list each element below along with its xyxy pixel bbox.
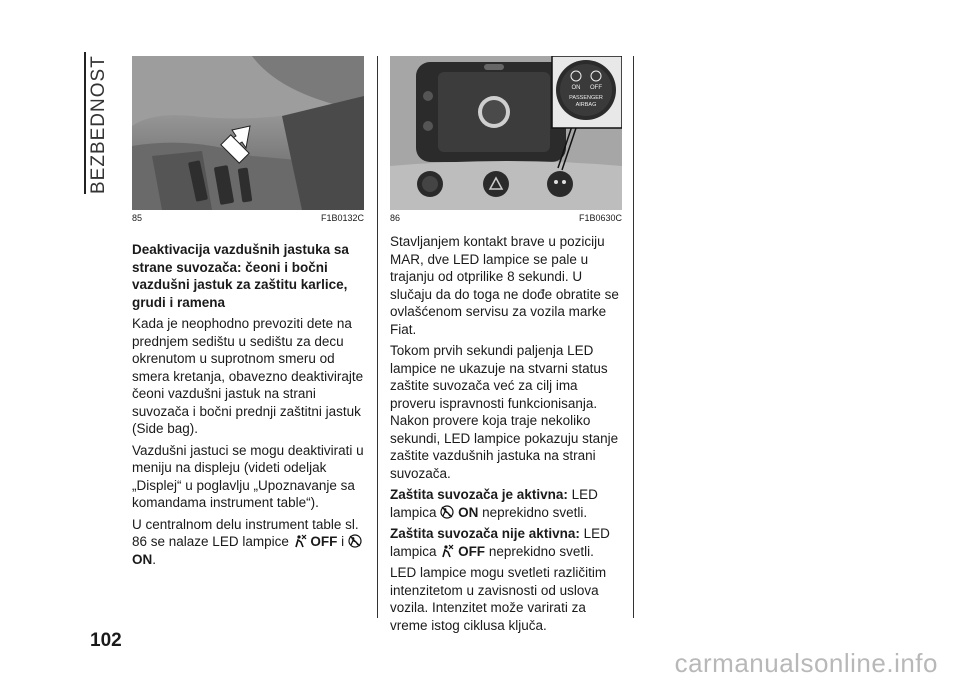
section-heading: Deaktivacija vazdušnih jastuka sa strane suvozača: čeoni i bočni vazdušni jastuk za zaštitu karlice, grudi i ramena <box>132 242 349 310</box>
on-label: ON <box>458 504 479 520</box>
airbag-off-icon <box>293 534 307 548</box>
column-divider <box>633 56 634 618</box>
watermark: carmanualsonline.info <box>674 648 938 678</box>
inset-passenger-label: PASSENGER <box>569 95 603 101</box>
inactive-title: Zaštita suvozača nije aktivna: <box>390 526 580 541</box>
figure-86-dashboard-photo <box>390 56 622 210</box>
section-tab-bar <box>84 52 86 194</box>
figure-85-caption <box>132 213 364 223</box>
dashboard-illustration <box>390 56 622 210</box>
paragraph: LED lampice mogu svetleti različitim intenzitetom u zavisnosti od uslova vozila. Intenzitet može varirati za vreme istog ciklusa ključa. <box>390 565 607 633</box>
active-title: Zaštita suvozača je aktivna: <box>390 487 568 502</box>
figure-number: 86 <box>390 213 401 223</box>
inset-off-label: OFF <box>590 85 602 91</box>
inset-airbag-label: AIRBAG <box>575 102 597 108</box>
on-label: ON <box>132 551 153 567</box>
left-column <box>132 56 364 568</box>
off-label: OFF <box>458 543 486 559</box>
paragraph: Tokom prvih sekundi paljenja LED lampice ne ukazuje na stvarni status zaštite suvozača već za cilj ima proveru ispravnosti funkcionisanja. Nakon provere koja traje nekoliko sekundi, LED lampice pokazuju stanje zaštite vazdušnih jastuka na strani suvozača. <box>390 343 619 481</box>
figure-number: 85 <box>132 213 143 223</box>
right-column <box>390 56 622 634</box>
paragraph-led-location: U centralnom delu instrument table sl. 86 se nalaze LED lampice OFF i ON. <box>132 516 364 569</box>
figure-code: F1B0630C <box>578 213 622 223</box>
paragraph-active: Zaštita suvozača je aktivna: LED lampica ON neprekidno svetli. <box>390 487 598 520</box>
section-tab <box>84 52 109 194</box>
airbag-on-icon <box>348 534 362 548</box>
paragraph: Stavljanjem kontakt brave u poziciju MAR, dve LED lampice se pale u trajanju od otprilike 8 sekundi. U slučaju da do toga ne dođe obratite se ovlašćenom servisu za vozila marke Fiat. <box>390 234 619 337</box>
airbag-on-icon <box>440 505 454 519</box>
inset-on-label: ON <box>571 85 581 91</box>
section-title: BEZBEDNOST <box>88 55 109 194</box>
paragraph-inactive: Zaštita suvozača nije aktivna: LED lampica OFF neprekidno svetli. <box>390 526 610 559</box>
figure-code: F1B0132C <box>320 213 364 223</box>
paragraph: Kada je neophodno prevoziti dete na prednjem sedištu u sedištu za decu okrenutom u suprotnom smeru od smera kretanja, obavezno deaktivirajte čeoni vazdušni jastuk na strani suvozača i bočni prednji zaštitni jastuk (Side bag). <box>132 316 364 436</box>
off-label: OFF <box>310 534 338 549</box>
figure-86-caption <box>390 213 622 223</box>
column-divider <box>377 56 378 618</box>
airbag-off-icon <box>440 544 454 558</box>
pedals-illustration <box>132 56 364 210</box>
figure-85-pedals-photo <box>132 56 364 210</box>
paragraph: Vazdušni jastuci se mogu deaktivirati u meniju na displeju (videti odeljak „Displej“ u poglavlju „Upoznavanje sa komandama instrument table“). <box>132 442 364 510</box>
page-number: 102 <box>90 630 122 651</box>
